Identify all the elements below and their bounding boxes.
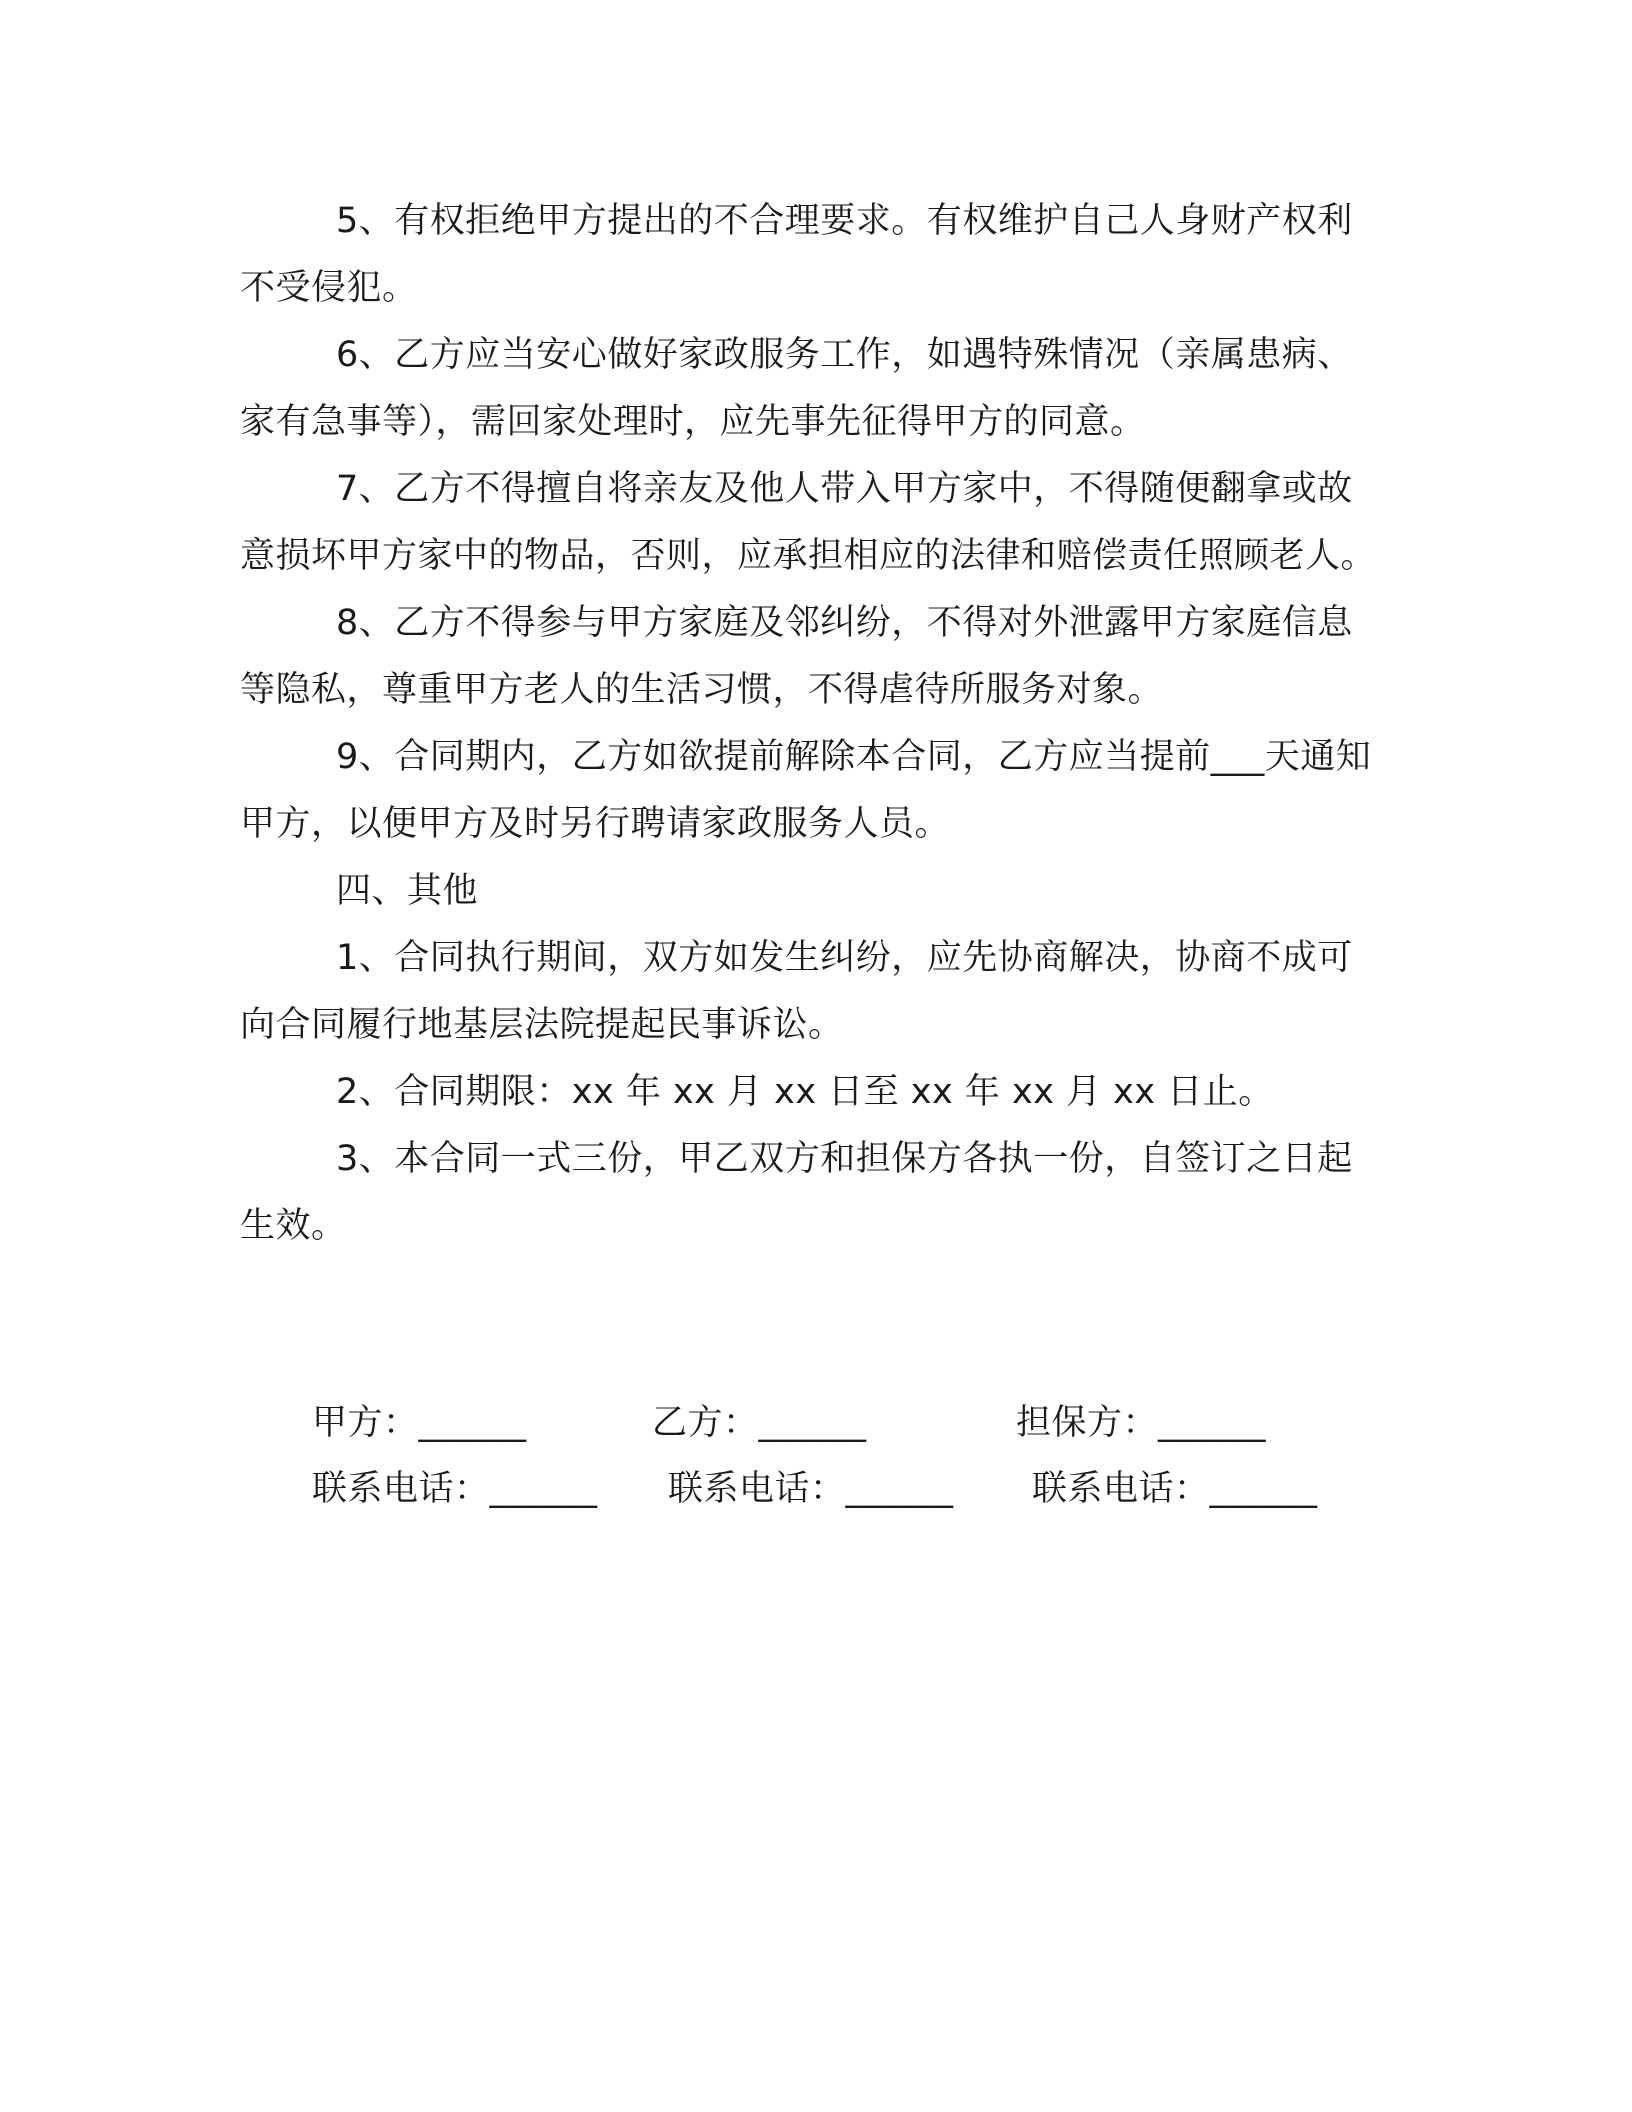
party-b-phone: 联系电话：______ bbox=[668, 1469, 954, 1509]
clause-9: 9、合同期内，乙方如欲提前解除本合同，乙方应当提前___天通知甲方，以便甲方及时另行聘请家政服务人员。 bbox=[240, 737, 1372, 844]
party-a-phone: 联系电话：______ bbox=[312, 1469, 598, 1509]
other-item-1: 1、合同执行期间，双方如发生纠纷，应先协商解决，协商不成可向合同履行地基层法院提起民事诉讼。 bbox=[240, 938, 1353, 1045]
clause-6: 6、乙方应当安心做好家政服务工作，如遇特殊情况（亲属患病、家有急事等），需回家处理时，应先事先征得甲方的同意。 bbox=[240, 335, 1353, 442]
clause-5: 5、有权拒绝甲方提出的不合理要求。有权维护自己人身财产权利不受侵犯。 bbox=[240, 201, 1353, 308]
party-a-signature: 甲方：______ bbox=[312, 1403, 527, 1443]
clause-8: 8、乙方不得参与甲方家庭及邻纠纷，不得对外泄露甲方家庭信息等隐私，尊重甲方老人的生活习惯，不得虐待所服务对象。 bbox=[240, 603, 1353, 710]
party-b-signature: 乙方：______ bbox=[652, 1403, 867, 1443]
guarantor-phone: 联系电话：______ bbox=[1032, 1469, 1318, 1509]
section-other-heading: 四、其他 bbox=[336, 871, 479, 911]
contract-body bbox=[240, 188, 1380, 1260]
other-item-3: 3、本合同一式三份，甲乙双方和担保方各执一份，自签订之日起生效。 bbox=[240, 1139, 1353, 1246]
clause-7: 7、乙方不得擅自将亲友及他人带入甲方家中，不得随便翻拿或故意损坏甲方家中的物品，否则，应承担相应的法律和赔偿责任照顾老人。 bbox=[240, 469, 1377, 576]
signature-block bbox=[0, 1390, 1632, 1530]
guarantor-signature: 担保方：______ bbox=[1016, 1403, 1267, 1443]
other-item-2: 2、合同期限：xx 年 xx 月 xx 日至 xx 年 xx 月 xx 日止。 bbox=[336, 1072, 1274, 1112]
